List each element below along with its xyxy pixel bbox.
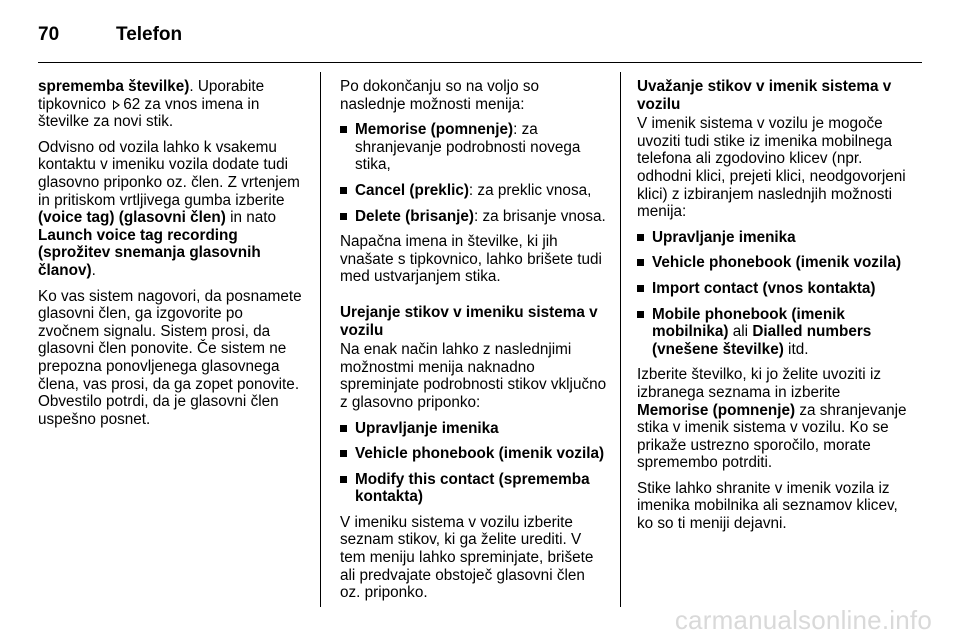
text: Izberite številko, ki jo želite uvoziti iz izbranega seznama in izberite: [637, 366, 881, 401]
page-header: [38, 20, 182, 50]
column-1: [38, 78, 304, 436]
text: Odvisno od vozila lahko k vsakemu kontaktu v imeniku vozila dodate tudi glasovno priponko oz. člen. Z vrtenjem in pritiskom vrtljivega gumba izberite: [38, 138, 300, 209]
paragraph-import: V imenik sistema v vozilu je mogoče uvoziti tudi stike iz imenika mobilnega telefona ali zgodovino klicev (npr. odhodni klici, prejeti klici, neodgovorjeni klici) z izbiranjem naslednjih možnosti menija:: [637, 115, 906, 221]
text: in nato: [230, 209, 277, 227]
menu-path-list: [340, 420, 608, 506]
page-number: 70: [38, 24, 60, 45]
list-item: Modify this contact (sprememba kontakta): [340, 471, 608, 506]
bold-text: Cancel (preklic): [355, 181, 469, 199]
text: : za shranjevanje podrobnosti novega stika,: [355, 121, 581, 174]
paragraph-intro: [38, 78, 304, 131]
page-reference-icon: [113, 100, 120, 110]
header-divider: [38, 62, 922, 63]
paragraph-delete: Napačna imena in številke, ki jih vnašate s tipkovnico, lahko brišete tudi med ustvarjanjem stika.: [340, 233, 602, 286]
list-item: Upravljanje imenika: [340, 420, 608, 438]
bold-text: Mobile phonebook (imenik mobilnika): [652, 305, 845, 341]
bold-text: Memorise (pomnenje): [355, 121, 514, 139]
list-item: [340, 121, 608, 174]
spacer: [340, 294, 608, 304]
options-list: [340, 121, 608, 225]
list-item: [637, 306, 909, 359]
bold-text: Launch voice tag recording (sprožitev snemanja glasovnih članov): [38, 226, 261, 279]
import-menu-list: [637, 229, 909, 359]
column-2: [340, 78, 608, 610]
text: 62 za vnos imena in številke za novi stik.: [38, 95, 260, 131]
bold-text: Dialled numbers (vnešene številke): [652, 323, 872, 358]
column-3: [637, 78, 909, 541]
text: za shranjevanje stika v imenik sistema v vozilu. Ko se prikaže ustrezno sporočilo, morate spremembo potrditi.: [637, 401, 907, 472]
column-divider: [320, 72, 321, 607]
watermark: carmanualsonline.info: [674, 605, 932, 635]
list-item: Upravljanje imenika: [637, 229, 909, 247]
bold-text: (voice tag) (glasovni člen): [38, 209, 226, 227]
list-item: Import contact (vnos kontakta): [637, 280, 909, 298]
paragraph-recording: Ko vas sistem nagovori, da posnamete glasovni člen, ga izgovorite po zvočnem signalu. Sistem prosi, da glasovni člen ponovite. Če sistem ne prepozna ponovljenega glasovnega člena, vas prosi, da ga zopet ponovite. Obvestilo potrdi, da je glasovni člen uspešno posnet.: [38, 287, 302, 428]
text: : za preklic vnosa,: [468, 181, 592, 199]
paragraph-edit-end: V imeniku sistema v vozilu izberite seznam stikov, ki ga želite urediti. V tem meniju lahko spreminjate, brišete ali predvajate obstoječ glasovni člen oz. priponko.: [340, 513, 594, 602]
text: itd.: [788, 340, 809, 358]
bold-text: Delete (brisanje): [355, 207, 475, 225]
paragraph-edit: Na enak način lahko z naslednjimi možnostmi menija naknadno spreminjate podrobnosti stikov vključno z glasovno priponko:: [340, 341, 607, 411]
bold-text: sprememba številke): [38, 78, 190, 95]
text: . Uporabite tipkovnico: [38, 78, 265, 113]
paragraph-select-number: [637, 366, 909, 472]
paragraph-voice-tag: [38, 139, 304, 280]
list-item: [340, 182, 608, 200]
text: ali: [732, 323, 749, 341]
list-item: Vehicle phonebook (imenik vozila): [637, 254, 909, 272]
paragraph-store: Stike lahko shranite v imenik vozila iz imenika mobilnika ali seznamov klicev, ko so ti meniji dejavni.: [637, 479, 898, 533]
section-heading: Uvažanje stikov v imenik sistema v vozilu: [637, 78, 892, 113]
column-divider: [620, 72, 621, 607]
list-item: Vehicle phonebook (imenik vozila): [340, 445, 608, 463]
paragraph-options-intro: Po dokončanju so na voljo so naslednje možnosti menija:: [340, 78, 539, 113]
text: .: [91, 261, 96, 279]
section-heading: Urejanje stikov v imeniku sistema v vozilu: [340, 303, 598, 339]
text: : za brisanje vnosa.: [474, 207, 606, 225]
page-title: Telefon: [116, 24, 183, 45]
bold-text: Memorise (pomnenje): [637, 401, 796, 419]
list-item: [340, 208, 608, 226]
